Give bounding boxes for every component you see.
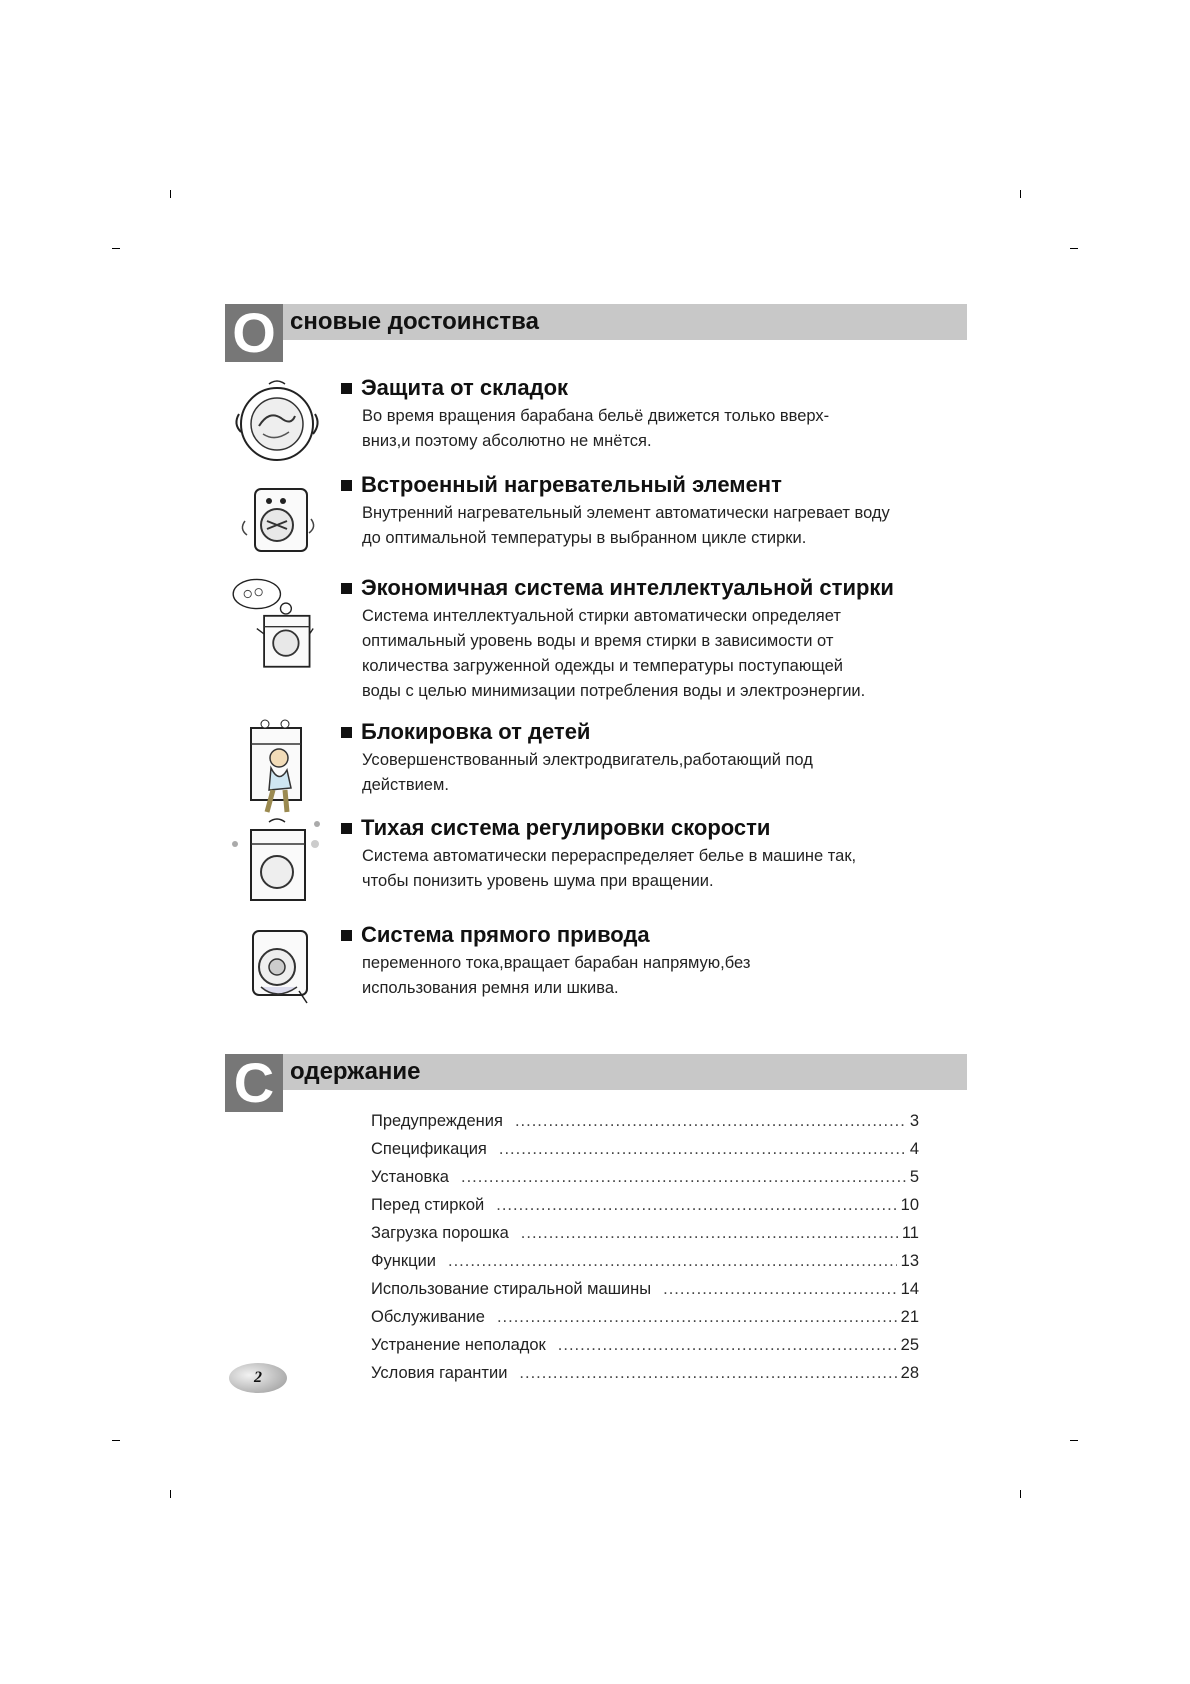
toc-label: Перед стиркой bbox=[371, 1196, 485, 1214]
section-header-advantages bbox=[225, 301, 967, 364]
toc-label: Установка bbox=[371, 1168, 449, 1186]
feature-line: Усовершенствованный электродвигатель,работающий под bbox=[362, 751, 813, 769]
toc-label: Обслуживание bbox=[371, 1308, 485, 1326]
feature-title-text: Эащита от складок bbox=[361, 375, 569, 400]
feature-title-text: Блокировка от детей bbox=[361, 719, 591, 744]
toc-label: Устранение неполадок bbox=[371, 1336, 546, 1354]
toc-entry[interactable] bbox=[371, 1303, 919, 1331]
toc-entry[interactable] bbox=[371, 1219, 919, 1247]
toc-label: Использование стиральной машины bbox=[371, 1280, 652, 1298]
bullet-icon bbox=[341, 823, 352, 834]
toc-page-number: 25 bbox=[900, 1336, 919, 1354]
feature-line: вниз,и поэтому абсолютно не мнётся. bbox=[362, 432, 652, 450]
feature-line: количества загруженной одежды и температуры поступающей bbox=[362, 657, 843, 675]
toc-leader bbox=[499, 1135, 906, 1163]
crop-mark bbox=[170, 190, 171, 198]
feature-description bbox=[362, 404, 962, 454]
crop-mark bbox=[1020, 190, 1021, 198]
bullet-icon bbox=[341, 727, 352, 738]
toc-label: Функции bbox=[371, 1252, 437, 1270]
toc-entry[interactable] bbox=[371, 1359, 919, 1387]
feature-title-text: Экономичная система интеллектуальной стирки bbox=[361, 575, 894, 600]
feature-description bbox=[362, 501, 962, 551]
toc-page-number: 10 bbox=[900, 1196, 919, 1214]
toc-entry[interactable] bbox=[371, 1247, 919, 1275]
bullet-icon bbox=[341, 383, 352, 394]
feature-line: до оптимальной температуры в выбранном цикле стирки. bbox=[362, 529, 807, 547]
smart-wash-icon bbox=[225, 574, 325, 674]
crop-mark bbox=[170, 1490, 171, 1498]
feature-line: Система автоматически перераспределяет белье в машине так, bbox=[362, 847, 857, 865]
crop-mark bbox=[1070, 248, 1078, 249]
toc-leader bbox=[663, 1275, 897, 1303]
toc-entry[interactable] bbox=[371, 1191, 919, 1219]
crop-mark bbox=[1020, 1490, 1021, 1498]
toc-leader bbox=[515, 1107, 906, 1135]
child-lock-icon bbox=[225, 718, 325, 818]
toc-entry[interactable] bbox=[371, 1107, 919, 1135]
feature-title bbox=[341, 574, 894, 602]
bullet-icon bbox=[341, 930, 352, 941]
toc-leader bbox=[497, 1303, 897, 1331]
feature-line: Система интеллектуальной стирки автоматически определяет bbox=[362, 607, 841, 625]
toc-label: Условия гарантии bbox=[371, 1364, 508, 1382]
toc-entry[interactable] bbox=[371, 1135, 919, 1163]
feature-title-text: Встроенный нагревательный элемент bbox=[361, 472, 782, 497]
toc-label: Предупреждения bbox=[371, 1112, 503, 1130]
toc-page-number: 5 bbox=[909, 1168, 919, 1186]
quiet-speed-icon bbox=[225, 814, 325, 914]
toc-leader bbox=[519, 1359, 896, 1387]
toc-page-number: 14 bbox=[900, 1280, 919, 1298]
crop-mark bbox=[1070, 1440, 1078, 1441]
feature-line: оптимальный уровень воды и время стирки в зависимости от bbox=[362, 632, 834, 650]
feature-title bbox=[341, 718, 590, 746]
heater-washer-icon bbox=[225, 471, 325, 571]
feature-title bbox=[341, 921, 650, 949]
feature-line: чтобы понизить уровень шума при вращении. bbox=[362, 872, 714, 890]
toc-page-number: 4 bbox=[909, 1140, 919, 1158]
toc-label: Загрузка порошка bbox=[371, 1224, 509, 1242]
direct-drive-icon bbox=[225, 921, 325, 1021]
feature-line: действием. bbox=[362, 776, 449, 794]
feature-line: переменного тока,вращает барабан напрямую,без bbox=[362, 954, 751, 972]
crop-mark bbox=[112, 1440, 120, 1441]
bullet-icon bbox=[341, 480, 352, 491]
feature-description bbox=[362, 748, 962, 798]
feature-title-text: Система прямого привода bbox=[361, 922, 650, 947]
table-of-contents bbox=[371, 1107, 919, 1387]
page-number-badge bbox=[228, 1362, 288, 1394]
toc-leader bbox=[521, 1219, 898, 1247]
feature-line: Внутренний нагревательный элемент автоматически нагревает воду bbox=[362, 504, 890, 522]
section-initial-letter: О bbox=[225, 304, 283, 362]
feature-line: использования ремня или шкива. bbox=[362, 979, 619, 997]
feature-title bbox=[341, 471, 782, 499]
section-header-contents bbox=[225, 1051, 967, 1114]
toc-page-number: 13 bbox=[900, 1252, 919, 1270]
toc-page-number: 11 bbox=[901, 1224, 919, 1242]
feature-description bbox=[362, 844, 962, 894]
feature-title bbox=[341, 814, 770, 842]
toc-leader bbox=[558, 1331, 897, 1359]
toc-page-number: 21 bbox=[900, 1308, 919, 1326]
page-number: 2 bbox=[254, 1369, 262, 1386]
toc-label: Спецификация bbox=[371, 1140, 487, 1158]
drum-rotation-icon bbox=[225, 374, 325, 474]
feature-line: воды с целью минимизации потребления воды и электроэнергии. bbox=[362, 682, 866, 700]
feature-line: Во время вращения барабана бельё движется только вверх- bbox=[362, 407, 830, 425]
toc-page-number: 3 bbox=[909, 1112, 919, 1130]
feature-description bbox=[362, 951, 962, 1001]
toc-page-number: 28 bbox=[900, 1364, 919, 1382]
feature-description bbox=[362, 604, 962, 704]
section-initial-letter: С bbox=[225, 1054, 283, 1112]
section-title: сновые достоинства bbox=[290, 308, 539, 335]
bullet-icon bbox=[341, 583, 352, 594]
toc-entry[interactable] bbox=[371, 1275, 919, 1303]
section-title: одержание bbox=[290, 1058, 421, 1085]
feature-title-text: Тихая система регулировки скорости bbox=[361, 815, 771, 840]
crop-mark bbox=[112, 248, 120, 249]
toc-leader bbox=[496, 1191, 896, 1219]
toc-leader bbox=[448, 1247, 897, 1275]
toc-entry[interactable] bbox=[371, 1163, 919, 1191]
toc-leader bbox=[461, 1163, 906, 1191]
toc-entry[interactable] bbox=[371, 1331, 919, 1359]
feature-title bbox=[341, 374, 568, 402]
